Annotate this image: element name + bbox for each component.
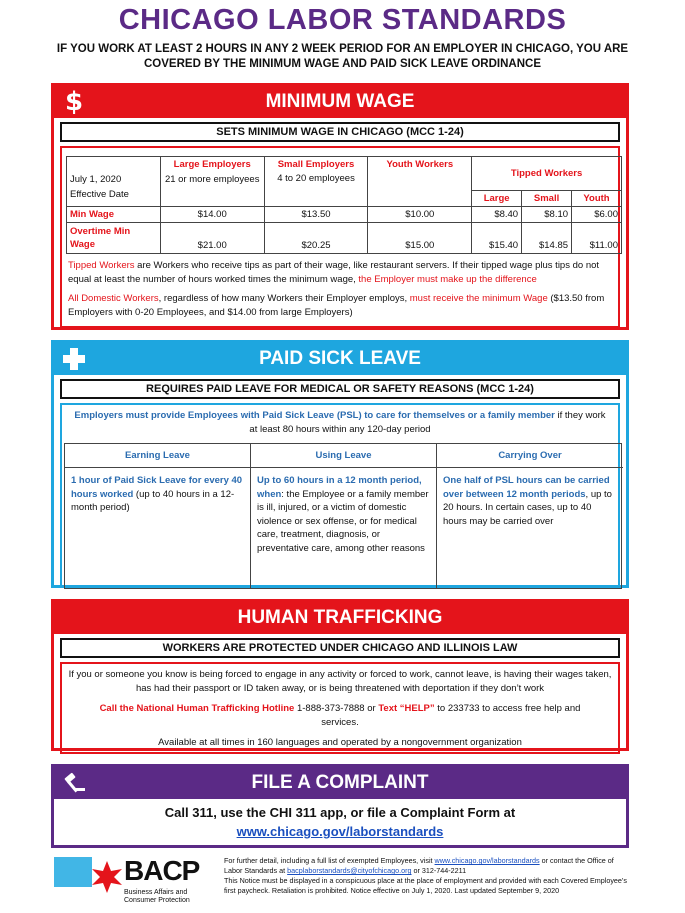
table-cell: $14.00 <box>160 207 264 223</box>
paid-sick-leave-title: PAID SICK LEAVE <box>259 348 421 369</box>
tipped-youth-label: Youth <box>572 191 622 207</box>
logo-sub1: Business Affairs and <box>124 889 188 896</box>
human-trafficking-section <box>51 599 629 751</box>
wage-table <box>66 156 622 254</box>
footer-t1: For further detail, including a full list of exempted Employees, visit <box>224 856 435 865</box>
table-cell: $20.25 <box>264 223 368 254</box>
human-trafficking-body <box>60 662 620 754</box>
paid-sick-leave-band <box>54 343 626 375</box>
human-trafficking-title: HUMAN TRAFFICKING <box>237 607 443 628</box>
footer-t2: or contact the Office of Labor Standards at <box>224 856 614 875</box>
psl-intro <box>70 409 610 437</box>
table-cell: $13.50 <box>264 207 368 223</box>
dollar-icon: $ <box>64 87 84 117</box>
table-cell: $15.00 <box>368 223 472 254</box>
using-leave-b: : the Employee or a family member is ill, injured, or a victim of domestic violence or sex offense, or for medical care, treatment, diagnosis, or preventative care, among other reasons <box>257 488 429 554</box>
table-cell: $15.40 <box>472 223 522 254</box>
carrying-over-cell <box>437 468 623 588</box>
trafficking-call-c: Text “HELP” <box>378 703 435 714</box>
effective-date-label: Effective Date <box>70 188 129 200</box>
tipped-workers-label: Tipped Workers <box>472 157 622 191</box>
earning-leave-cell <box>65 468 251 588</box>
file-complaint-band <box>54 767 626 799</box>
file-complaint-title: FILE A COMPLAINT <box>251 772 429 793</box>
domestic-note-c: must receive the minimum Wage <box>409 293 548 304</box>
paid-sick-leave-section <box>51 340 629 588</box>
table-cell: $6.00 <box>572 207 622 223</box>
tipped-large-label: Large <box>472 191 522 207</box>
footer-t4: This Notice must be displayed in a conspicuous place at the place of employment and provided with each Covered Employee’s first paycheck. Retaliation is prohibited. Notice effective on July 1, 2020. Last updated September 9, 2020 <box>224 876 627 895</box>
minimum-wage-subtitle: SETS MINIMUM WAGE IN CHICAGO (MCC 1-24) <box>60 122 620 142</box>
tipped-note <box>68 259 612 287</box>
trafficking-call-d: to 233733 to access free help and services. <box>321 703 581 728</box>
tipped-note-b: are Workers who receive tips as part of their wage, like restaurant servers. If their tipped wage plus tips do not equal at least the number of hours worked times the minimum wage, <box>68 260 600 285</box>
small-employers-desc: 4 to 20 employees <box>277 173 355 184</box>
table-cell: $21.00 <box>160 223 264 254</box>
carrying-over-header: Carrying Over <box>437 444 623 468</box>
row-label: Overtime Min Wage <box>67 223 161 254</box>
large-employers-desc: 21 or more employees <box>164 174 260 185</box>
trafficking-call <box>68 702 612 730</box>
trafficking-para: If you or someone you know is being forced to engage in any activity or forced to work, cannot leave, is having their wages taken, has had their passport or ID taken away, or is being threatened with deportation if they don’t work <box>68 669 612 694</box>
earning-leave-a: 1 hour of Paid Sick Leave for every 40 hours worked <box>71 475 243 500</box>
using-leave-a: Up to 60 hours in a 12 month period, when <box>257 475 422 500</box>
file-complaint-section <box>51 764 629 848</box>
minimum-wage-body <box>60 146 620 328</box>
red-star-icon <box>92 861 122 893</box>
earning-leave-header: Earning Leave <box>65 444 251 468</box>
minimum-wage-section <box>51 83 629 330</box>
human-trafficking-band <box>54 602 626 634</box>
logo-subtext <box>124 889 190 905</box>
row-label: Min Wage <box>67 207 161 223</box>
psl-intro-b: if they work at least 80 hours within any 120-day period <box>249 410 606 435</box>
table-cell: $8.40 <box>472 207 522 223</box>
gavel-icon <box>60 769 88 797</box>
footer-link-email[interactable]: bacplaborstandards@cityofchicago.org <box>287 866 412 875</box>
carrying-over-b: , up to 20 hours. In certain cases, up to 40 hours may be carried over <box>443 488 612 527</box>
plus-icon <box>60 345 88 373</box>
footer-link-site[interactable]: www.chicago.gov/laborstandards <box>434 856 540 865</box>
logo-blue-square <box>54 857 92 887</box>
file-complaint-body <box>54 805 626 839</box>
small-employers-label: Small Employers <box>277 159 355 170</box>
table-cell: $8.10 <box>522 207 572 223</box>
bacp-logo <box>52 855 222 911</box>
carrying-over-a: One half of PSL hours can be carried over between 12 month periods <box>443 475 610 500</box>
trafficking-availability: Available at all times in 160 languages and operated by a nongovernment organization <box>158 737 522 748</box>
tipped-note-c: the Employer must make up the difference <box>358 274 537 285</box>
earning-leave-b: (up to 40 hours in a 12-month period) <box>71 488 235 513</box>
table-row <box>67 207 622 223</box>
table-cell: $11.00 <box>572 223 622 254</box>
using-leave-header: Using Leave <box>251 444 437 468</box>
paid-sick-leave-body <box>60 403 620 587</box>
paid-sick-leave-subtitle: REQUIRES PAID LEAVE FOR MEDICAL OR SAFETY REASONS (MCC 1-24) <box>60 379 620 399</box>
psl-intro-a: Employers must provide Employees with Paid Sick Leave (PSL) to care for themselves or a family member <box>74 410 555 421</box>
domestic-note <box>68 292 612 320</box>
footer-text <box>224 856 632 896</box>
minimum-wage-title: MINIMUM WAGE <box>265 91 415 112</box>
logo-sub2: Consumer Protection <box>124 897 190 904</box>
footer-t3: or 312-744-2211 <box>411 866 467 875</box>
effective-date-cell <box>67 157 161 207</box>
large-employers-label: Large Employers <box>173 159 251 170</box>
table-cell: $10.00 <box>368 207 472 223</box>
small-employers-cell <box>264 157 368 207</box>
tipped-small-label: Small <box>522 191 572 207</box>
youth-workers-label: Youth Workers <box>368 157 472 207</box>
domestic-note-d: ($13.50 from Employers with 0-20 Employees, and $14.00 from large Employers) <box>68 293 605 318</box>
using-leave-cell <box>251 468 437 588</box>
trafficking-call-b: 1-888-373-7888 or <box>294 703 379 714</box>
minimum-wage-band <box>54 86 626 118</box>
domestic-note-a: All Domestic Workers <box>68 293 159 304</box>
logo-text: BACP <box>124 855 200 886</box>
domestic-note-b: , regardless of how many Workers their Employer employs, <box>158 293 410 304</box>
table-cell: $14.85 <box>522 223 572 254</box>
large-employers-cell <box>160 157 264 207</box>
page-subtitle: IF YOU WORK AT LEAST 2 HOURS IN ANY 2 WEEK PERIOD FOR AN EMPLOYER IN CHICAGO, YOU ARE COVERED BY THE MINIMUM WAGE AND PAID SICK LEAVE ORDINANCE <box>56 43 629 70</box>
tipped-note-a: Tipped Workers <box>68 260 135 271</box>
complaint-line: Call 311, use the CHI 311 app, or file a Complaint Form at <box>164 805 516 820</box>
psl-grid <box>64 443 622 589</box>
table-row <box>67 157 622 191</box>
effective-date: July 1, 2020 <box>70 173 122 185</box>
complaint-link[interactable]: www.chicago.gov/laborstandards <box>236 824 444 839</box>
table-row <box>67 223 622 254</box>
trafficking-call-a: Call the National Human Trafficking Hotline <box>99 703 295 714</box>
human-trafficking-subtitle: WORKERS ARE PROTECTED UNDER CHICAGO AND ILLINOIS LAW <box>60 638 620 658</box>
page-title: CHICAGO LABOR STANDARDS <box>118 4 567 36</box>
